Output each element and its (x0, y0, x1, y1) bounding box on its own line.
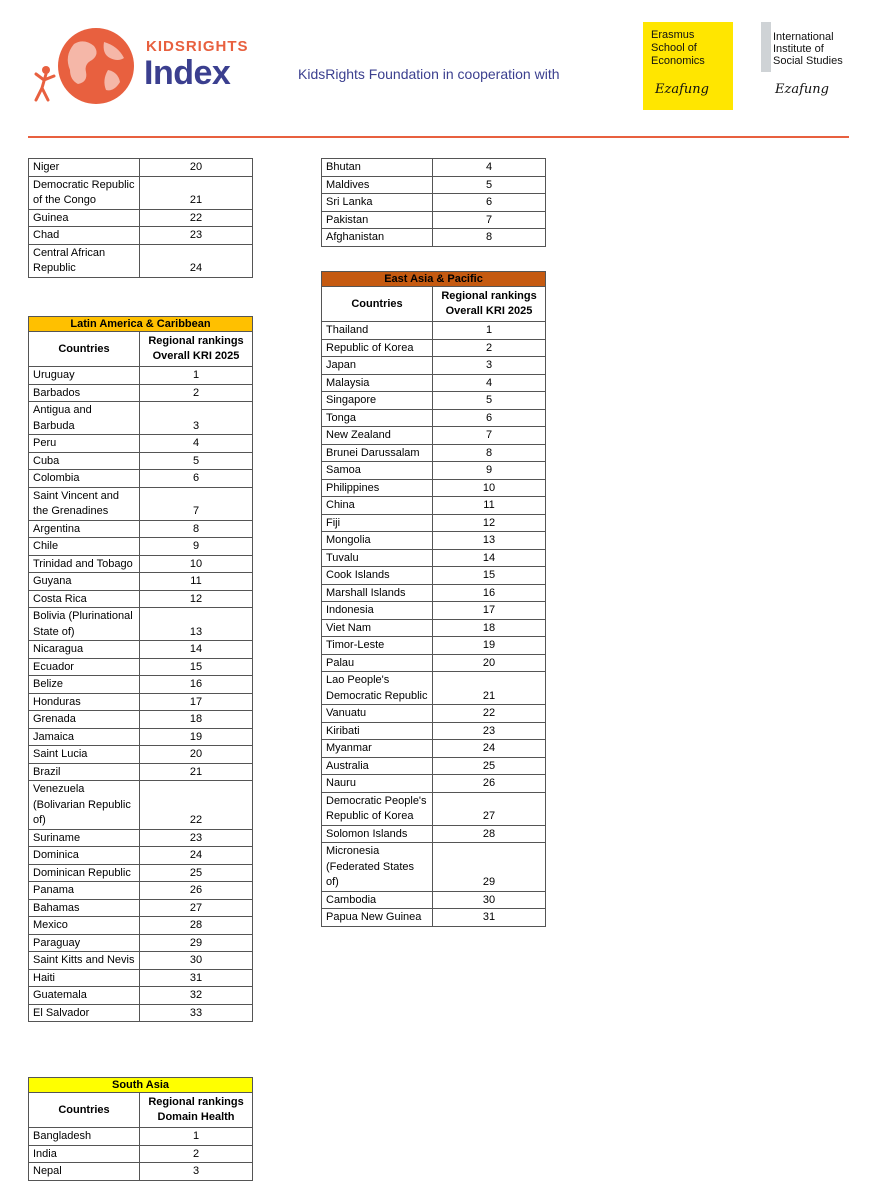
rank-column-header: Regional rankings Domain Health (140, 1093, 253, 1128)
country-cell: Dominica (29, 847, 140, 865)
table-row (29, 176, 253, 209)
table-row (29, 1004, 253, 1022)
table-row (29, 969, 253, 987)
rank-cell: 6 (433, 194, 546, 212)
country-cell: Suriname (29, 829, 140, 847)
rank-cell: 4 (433, 159, 546, 177)
region-header: East Asia & Pacific (322, 272, 546, 287)
table-row (322, 479, 546, 497)
south-asia-health-table (28, 1077, 253, 1181)
africa-table-continued (28, 158, 253, 278)
brand-main-text: Index (144, 54, 231, 92)
rank-cell: 3 (140, 1163, 253, 1181)
country-cell: Malaysia (322, 374, 433, 392)
rank-cell: 4 (433, 374, 546, 392)
country-cell: Bhutan (322, 159, 433, 177)
country-cell: Singapore (322, 392, 433, 410)
table-row (322, 444, 546, 462)
table-row (322, 891, 546, 909)
rank-cell: 31 (140, 969, 253, 987)
table-row (29, 746, 253, 764)
country-cell: El Salvador (29, 1004, 140, 1022)
brand-top-text: KIDSRIGHTS (146, 38, 249, 55)
rank-cell: 16 (140, 676, 253, 694)
table-row (322, 567, 546, 585)
rank-cell: 24 (433, 740, 546, 758)
rank-cell: 21 (140, 763, 253, 781)
table-row (29, 676, 253, 694)
region-header: Latin America & Caribbean (29, 317, 253, 332)
country-cell: Japan (322, 357, 433, 375)
rank-cell: 25 (433, 757, 546, 775)
table-row (29, 711, 253, 729)
country-cell: Mongolia (322, 532, 433, 550)
table-row (29, 864, 253, 882)
table-row (29, 244, 253, 277)
page-header (0, 0, 887, 140)
country-cell: Chile (29, 538, 140, 556)
rank-cell: 19 (433, 637, 546, 655)
erasmus-line-3: Economics (651, 55, 705, 67)
rank-cell: 18 (140, 711, 253, 729)
table-row (322, 374, 546, 392)
country-cell: Indonesia (322, 602, 433, 620)
table-row (322, 775, 546, 793)
rank-cell: 11 (433, 497, 546, 515)
table-row (29, 728, 253, 746)
rank-cell: 22 (140, 209, 253, 227)
table-row (29, 934, 253, 952)
rank-cell: 23 (433, 722, 546, 740)
south-asia-table-continued (321, 158, 546, 247)
rank-cell: 10 (433, 479, 546, 497)
table-row (29, 882, 253, 900)
table-row (322, 909, 546, 927)
iss-line-3: Social Studies (773, 55, 843, 67)
country-cell: Viet Nam (322, 619, 433, 637)
table-row (29, 209, 253, 227)
country-cell: Timor-Leste (322, 637, 433, 655)
rank-cell: 13 (140, 608, 253, 641)
rank-cell: 18 (433, 619, 546, 637)
country-cell: Philippines (322, 479, 433, 497)
rank-cell: 21 (140, 176, 253, 209)
table-row (322, 339, 546, 357)
table-row (29, 987, 253, 1005)
country-cell: Costa Rica (29, 590, 140, 608)
table-row (322, 462, 546, 480)
table-row (29, 763, 253, 781)
table-row (29, 658, 253, 676)
rank-cell: 17 (433, 602, 546, 620)
rank-cell: 1 (140, 367, 253, 385)
rank-cell: 24 (140, 244, 253, 277)
rank-cell: 1 (433, 322, 546, 340)
country-cell: Kiribati (322, 722, 433, 740)
country-cell: Guatemala (29, 987, 140, 1005)
table-row (322, 176, 546, 194)
rank-cell: 9 (433, 462, 546, 480)
rank-cell: 27 (433, 792, 546, 825)
rank-cell: 16 (433, 584, 546, 602)
table-row (29, 470, 253, 488)
country-cell: China (322, 497, 433, 515)
table-row (322, 159, 546, 177)
rank-cell: 20 (433, 654, 546, 672)
rank-cell: 8 (433, 444, 546, 462)
country-cell: Haiti (29, 969, 140, 987)
iss-logo (761, 22, 853, 110)
table-row (322, 322, 546, 340)
iss-logo-bar (761, 22, 771, 72)
table-row (29, 781, 253, 830)
table-row (29, 573, 253, 591)
table-row (322, 722, 546, 740)
rank-cell: 2 (433, 339, 546, 357)
table-row (29, 1145, 253, 1163)
rank-cell: 7 (433, 211, 546, 229)
table-row (29, 952, 253, 970)
country-cell: Brunei Darussalam (322, 444, 433, 462)
country-cell: Maldives (322, 176, 433, 194)
rank-cell: 8 (433, 229, 546, 247)
country-cell: Marshall Islands (322, 584, 433, 602)
table-row (322, 532, 546, 550)
table-row (322, 602, 546, 620)
rank-cell: 28 (433, 825, 546, 843)
kidsrights-globe-logo-icon (30, 24, 140, 108)
country-cell: Republic of Korea (322, 339, 433, 357)
table-row (29, 384, 253, 402)
country-cell: Central African Republic (29, 244, 140, 277)
table-row (29, 608, 253, 641)
table-row (29, 899, 253, 917)
iss-signature: Ezafung (775, 82, 829, 97)
iss-line-1: International (773, 31, 834, 43)
country-cell: Honduras (29, 693, 140, 711)
rank-cell: 31 (433, 909, 546, 927)
table-row (29, 520, 253, 538)
country-cell: Fiji (322, 514, 433, 532)
country-cell: Australia (322, 757, 433, 775)
country-cell: Bolivia (Plurinational State of) (29, 608, 140, 641)
rank-cell: 11 (140, 573, 253, 591)
table-row (29, 435, 253, 453)
rank-cell: 20 (140, 159, 253, 177)
rank-cell: 10 (140, 555, 253, 573)
rank-cell: 27 (140, 899, 253, 917)
country-cell: Micronesia (Federated States of) (322, 843, 433, 892)
table-row (322, 497, 546, 515)
table-row (29, 159, 253, 177)
rank-cell: 13 (433, 532, 546, 550)
rank-cell: 1 (140, 1128, 253, 1146)
country-cell: Brazil (29, 763, 140, 781)
table-row (322, 584, 546, 602)
table-row (322, 792, 546, 825)
country-cell: Cook Islands (322, 567, 433, 585)
countries-column-header: Countries (322, 287, 433, 322)
table-row (322, 514, 546, 532)
rank-cell: 6 (433, 409, 546, 427)
country-cell: Saint Vincent and the Grenadines (29, 487, 140, 520)
rank-cell: 28 (140, 917, 253, 935)
country-cell: Panama (29, 882, 140, 900)
table-row (322, 549, 546, 567)
country-cell: Saint Lucia (29, 746, 140, 764)
table-row (322, 211, 546, 229)
table-row (322, 705, 546, 723)
table-row (29, 847, 253, 865)
rank-cell: 32 (140, 987, 253, 1005)
country-cell: Democratic People's Republic of Korea (322, 792, 433, 825)
country-cell: Pakistan (322, 211, 433, 229)
rank-cell: 22 (433, 705, 546, 723)
erasmus-line-1: Erasmus (651, 29, 695, 41)
rank-cell: 7 (140, 487, 253, 520)
country-cell: Paraguay (29, 934, 140, 952)
table-row (29, 487, 253, 520)
rank-cell: 7 (433, 427, 546, 445)
table-row (29, 452, 253, 470)
rank-cell: 23 (140, 829, 253, 847)
country-cell: Dominican Republic (29, 864, 140, 882)
table-row (29, 227, 253, 245)
country-cell: Peru (29, 435, 140, 453)
country-cell: Trinidad and Tobago (29, 555, 140, 573)
country-cell: Nauru (322, 775, 433, 793)
rank-cell: 29 (433, 843, 546, 892)
country-cell: Cambodia (322, 891, 433, 909)
country-cell: Antigua and Barbuda (29, 402, 140, 435)
table-row (29, 829, 253, 847)
table-row (29, 555, 253, 573)
country-cell: Lao People's Democratic Republic (322, 672, 433, 705)
country-cell: Ecuador (29, 658, 140, 676)
rank-cell: 5 (433, 392, 546, 410)
rank-cell: 8 (140, 520, 253, 538)
rank-cell: 25 (140, 864, 253, 882)
latin-america-table (28, 316, 253, 1022)
country-cell: Vanuatu (322, 705, 433, 723)
east-asia-pacific-table (321, 271, 546, 927)
table-row (322, 427, 546, 445)
rank-cell: 5 (433, 176, 546, 194)
country-cell: Jamaica (29, 728, 140, 746)
country-cell: Uruguay (29, 367, 140, 385)
table-row (29, 367, 253, 385)
rank-cell: 22 (140, 781, 253, 830)
rank-cell: 4 (140, 435, 253, 453)
table-row (322, 409, 546, 427)
country-cell: India (29, 1145, 140, 1163)
table-row (29, 1128, 253, 1146)
country-cell: Thailand (322, 322, 433, 340)
country-cell: Nepal (29, 1163, 140, 1181)
table-row (322, 672, 546, 705)
country-cell: Colombia (29, 470, 140, 488)
country-cell: Tuvalu (322, 549, 433, 567)
rank-cell: 30 (433, 891, 546, 909)
countries-column-header: Countries (29, 332, 140, 367)
rank-cell: 15 (433, 567, 546, 585)
country-cell: Cuba (29, 452, 140, 470)
table-row (322, 757, 546, 775)
table-row (29, 402, 253, 435)
rank-cell: 2 (140, 384, 253, 402)
country-cell: Niger (29, 159, 140, 177)
rank-cell: 23 (140, 227, 253, 245)
countries-column-header: Countries (29, 1093, 140, 1128)
iss-line-2: Institute of (773, 43, 824, 55)
rank-column-header: Regional rankings Overall KRI 2025 (433, 287, 546, 322)
country-cell: Nicaragua (29, 641, 140, 659)
country-cell: Sri Lanka (322, 194, 433, 212)
table-row (322, 843, 546, 892)
rank-cell: 26 (433, 775, 546, 793)
country-cell: Argentina (29, 520, 140, 538)
rank-cell: 9 (140, 538, 253, 556)
rank-cell: 12 (433, 514, 546, 532)
rank-cell: 19 (140, 728, 253, 746)
country-cell: Democratic Republic of the Congo (29, 176, 140, 209)
country-cell: Mexico (29, 917, 140, 935)
rank-cell: 20 (140, 746, 253, 764)
header-divider (28, 136, 849, 138)
country-cell: Grenada (29, 711, 140, 729)
rank-cell: 6 (140, 470, 253, 488)
rank-cell: 14 (433, 549, 546, 567)
table-row (322, 637, 546, 655)
rank-cell: 12 (140, 590, 253, 608)
rank-cell: 33 (140, 1004, 253, 1022)
header-tagline: KidsRights Foundation in cooperation with (298, 66, 560, 82)
table-row (322, 194, 546, 212)
erasmus-line-2: School of (651, 42, 697, 54)
table-row (322, 825, 546, 843)
erasmus-signature: Ezafung (655, 82, 709, 97)
country-cell: Bahamas (29, 899, 140, 917)
country-cell: Chad (29, 227, 140, 245)
country-cell: New Zealand (322, 427, 433, 445)
rank-column-header: Regional rankings Overall KRI 2025 (140, 332, 253, 367)
country-cell: Belize (29, 676, 140, 694)
rank-cell: 24 (140, 847, 253, 865)
rank-cell: 3 (433, 357, 546, 375)
table-row (322, 619, 546, 637)
table-row (29, 1163, 253, 1181)
country-cell: Barbados (29, 384, 140, 402)
country-cell: Solomon Islands (322, 825, 433, 843)
country-cell: Palau (322, 654, 433, 672)
table-row (322, 740, 546, 758)
rank-cell: 3 (140, 402, 253, 435)
country-cell: Guinea (29, 209, 140, 227)
table-row (29, 641, 253, 659)
table-row (322, 229, 546, 247)
rank-cell: 5 (140, 452, 253, 470)
country-cell: Saint Kitts and Nevis (29, 952, 140, 970)
rank-cell: 15 (140, 658, 253, 676)
rank-cell: 26 (140, 882, 253, 900)
table-row (29, 538, 253, 556)
country-cell: Myanmar (322, 740, 433, 758)
rank-cell: 17 (140, 693, 253, 711)
country-cell: Afghanistan (322, 229, 433, 247)
table-row (322, 392, 546, 410)
table-row (322, 654, 546, 672)
table-row (322, 357, 546, 375)
country-cell: Tonga (322, 409, 433, 427)
region-header: South Asia (29, 1078, 253, 1093)
table-row (29, 693, 253, 711)
country-cell: Papua New Guinea (322, 909, 433, 927)
table-row (29, 590, 253, 608)
rank-cell: 21 (433, 672, 546, 705)
rank-cell: 29 (140, 934, 253, 952)
rank-cell: 2 (140, 1145, 253, 1163)
country-cell: Samoa (322, 462, 433, 480)
table-row (29, 917, 253, 935)
rank-cell: 14 (140, 641, 253, 659)
erasmus-logo (643, 22, 733, 110)
country-cell: Venezuela (Bolivarian Republic of) (29, 781, 140, 830)
country-cell: Guyana (29, 573, 140, 591)
country-cell: Bangladesh (29, 1128, 140, 1146)
rank-cell: 30 (140, 952, 253, 970)
